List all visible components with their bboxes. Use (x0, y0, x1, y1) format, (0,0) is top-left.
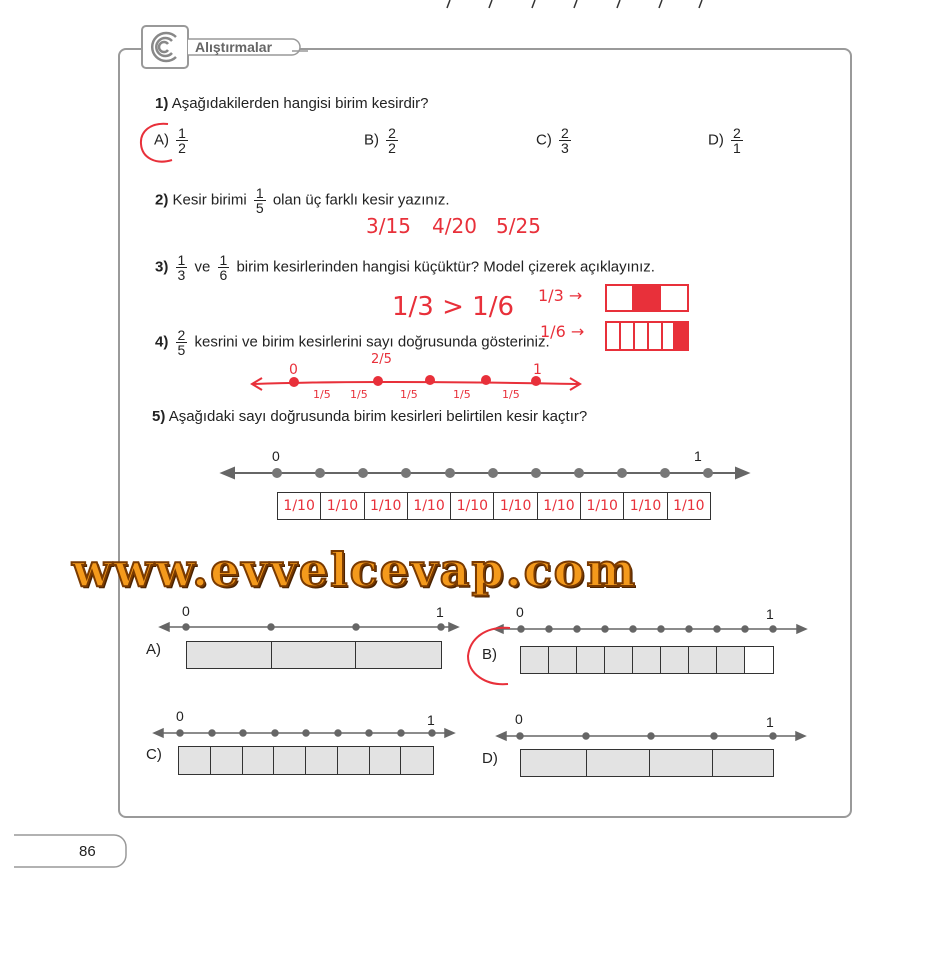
question-1 (155, 95, 428, 112)
q6b-fraction-bar (520, 646, 774, 674)
q6-option-d[interactable]: D) (482, 750, 498, 767)
bar-cell (211, 747, 243, 774)
denominator: 2 (388, 140, 396, 156)
strip-cell: 1/10 (278, 493, 321, 519)
question-2-text-before: Kesir birimi (172, 191, 247, 209)
bar-cell (187, 642, 272, 668)
exercise-panel (118, 48, 852, 818)
numerator: 2 (388, 125, 396, 141)
q4-unit-label-1: 1/5 (313, 388, 331, 401)
numerator: 2 (177, 327, 186, 343)
q6a-label-end: 1 (436, 604, 444, 620)
numerator: 1 (219, 252, 228, 268)
q4-unit-label-5: 1/5 (502, 388, 520, 401)
q6a-number-line (158, 618, 460, 636)
strip-cell: 1/10 (581, 493, 624, 519)
bar-cell (179, 747, 211, 774)
bar-cell (633, 647, 661, 673)
bar-cell (587, 750, 650, 776)
answer-circle-q1 (136, 120, 196, 168)
bar-cell (272, 642, 357, 668)
denominator: 3 (177, 267, 186, 283)
strip-cell: 1/10 (365, 493, 408, 519)
q4-label-mark: 2/5 (371, 352, 392, 367)
fraction (386, 126, 398, 155)
bar-cell (401, 747, 433, 774)
q5-number-line (218, 462, 752, 484)
q4-unit-label-4: 1/5 (453, 388, 471, 401)
denominator: 1 (733, 140, 741, 156)
q6d-label-end: 1 (766, 714, 774, 730)
q5-label-start: 0 (272, 448, 280, 464)
bar-cell (689, 647, 717, 673)
question-4-number: 4) (155, 333, 169, 351)
q4-unit-label-3: 1/5 (400, 388, 418, 401)
q6b-label-start: 0 (516, 604, 524, 620)
q1-option-c[interactable] (536, 126, 574, 155)
q6b-number-line (492, 620, 808, 638)
question-3 (155, 253, 655, 282)
numerator: 2 (561, 125, 569, 141)
fraction (218, 253, 230, 282)
q6a-fraction-bar (186, 641, 442, 669)
bar-cell (306, 747, 338, 774)
denominator: 5 (177, 342, 186, 358)
q3-handwritten-answer: 1/3 > 1/6 (392, 292, 515, 322)
q3-model-label-b: 1/6 → (540, 322, 585, 341)
fraction (731, 126, 743, 155)
question-5 (152, 408, 587, 425)
bar-cell (549, 647, 577, 673)
q6c-label-end: 1 (427, 712, 435, 728)
question-4-text: kesrini ve birim kesirlerini sayı doğrusunda gösteriniz. (194, 333, 550, 351)
bar-cell (370, 747, 402, 774)
page-number: 86 (79, 843, 96, 860)
bar-cell (356, 642, 441, 668)
numerator: 2 (733, 125, 741, 141)
q6c-label-start: 0 (176, 708, 184, 724)
question-2-number: 2) (155, 191, 169, 209)
bar-cell (577, 647, 605, 673)
q6-option-a[interactable]: A) (146, 641, 161, 658)
watermark-text: www.evvelcevap.com (72, 543, 637, 597)
q3-fraction-models (604, 282, 692, 356)
q2-handwritten-answer-1: 3/15 (366, 214, 411, 238)
q6-option-c[interactable]: C) (146, 746, 162, 763)
q6-option-b[interactable]: B) (482, 646, 497, 663)
strip-cell: 1/10 (624, 493, 667, 519)
q6d-number-line (495, 727, 807, 745)
q3-model-label-a: 1/3 → (538, 286, 583, 305)
scan-marks (440, 0, 720, 12)
q4-unit-label-2: 1/5 (350, 388, 368, 401)
numerator: 1 (178, 125, 186, 141)
bar-cell (713, 750, 773, 776)
fraction (176, 328, 188, 357)
bar-cell (661, 647, 689, 673)
numerator: 1 (255, 185, 264, 201)
section-title: Alıştırmalar (195, 39, 273, 55)
q6b-label-end: 1 (766, 606, 774, 622)
q6d-label-start: 0 (515, 711, 523, 727)
q1-option-d[interactable] (708, 126, 746, 155)
q1-option-b[interactable] (364, 126, 401, 155)
strip-cell: 1/10 (538, 493, 581, 519)
numerator: 1 (177, 252, 186, 268)
option-label: A) (154, 131, 169, 149)
bar-cell (605, 647, 633, 673)
question-3-text: birim kesirlerinden hangisi küçüktür? Model çizerek açıklayınız. (236, 258, 655, 276)
denominator: 6 (219, 267, 228, 283)
question-5-number: 5) (152, 408, 166, 425)
bar-cell (243, 747, 275, 774)
q6d-fraction-bar (520, 749, 774, 777)
bar-cell (338, 747, 370, 774)
question-5-text: Aşağıdaki sayı doğrusunda birim kesirleri belirtilen kesir kaçtır? (168, 408, 588, 425)
q4-label-end: 1 (533, 362, 542, 378)
question-3-number: 3) (155, 258, 169, 276)
strip-cell: 1/10 (321, 493, 364, 519)
q5-label-end: 1 (694, 448, 702, 464)
answer-circle-q6 (464, 624, 526, 690)
strip-cell: 1/10 (451, 493, 494, 519)
q5-fraction-strip (277, 492, 711, 520)
page-number-tab (14, 834, 128, 868)
question-2-text-after: olan üç farklı kesir yazınız. (272, 191, 450, 209)
option-label: B) (364, 131, 379, 149)
q6a-label-start: 0 (182, 603, 190, 619)
bar-cell (650, 750, 713, 776)
fraction (559, 126, 571, 155)
q2-handwritten-answer-3: 5/25 (496, 214, 541, 238)
question-2 (155, 186, 450, 215)
strip-cell: 1/10 (673, 498, 705, 514)
bar-cell (745, 647, 773, 673)
fraction (254, 186, 266, 215)
q6c-fraction-bar (178, 746, 434, 775)
question-1-text: Aşağıdakilerden hangisi birim kesirdir? (171, 95, 429, 112)
bar-cell (521, 750, 587, 776)
option-label: D) (708, 131, 724, 149)
fraction (176, 253, 188, 282)
q2-handwritten-answer-2: 4/20 (432, 214, 477, 238)
bar-cell (717, 647, 745, 673)
question-1-number: 1) (155, 95, 169, 112)
denominator: 5 (255, 200, 264, 216)
denominator: 3 (561, 140, 569, 156)
bar-cell (521, 647, 549, 673)
denominator: 2 (178, 140, 186, 156)
question-4 (155, 328, 550, 357)
q4-label-start: 0 (289, 362, 298, 378)
option-label: C) (536, 131, 552, 149)
question-3-joiner: ve (194, 258, 211, 276)
bar-cell (274, 747, 306, 774)
strip-cell: 1/10 (408, 493, 451, 519)
q6c-number-line (152, 724, 456, 742)
strip-cell: 1/10 (494, 493, 537, 519)
